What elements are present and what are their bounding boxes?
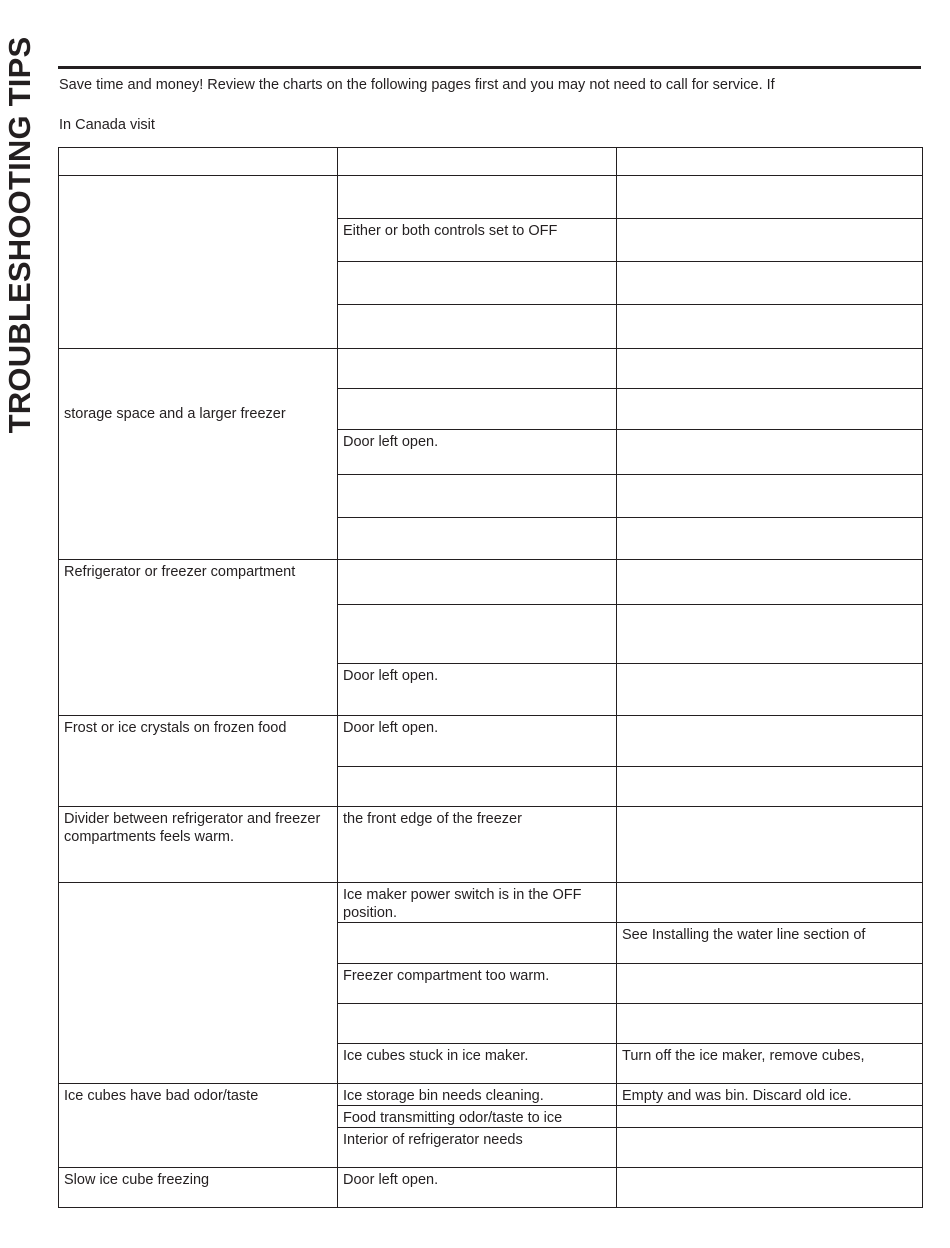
cause-cell: Either or both controls set to OFF (338, 219, 617, 262)
fix-cell (617, 1004, 923, 1044)
table-row (59, 716, 923, 767)
fix-cell (617, 518, 923, 560)
problem-cell: Frost or ice crystals on frozen food (59, 716, 338, 807)
cause-cell (338, 176, 617, 219)
fix-cell: Turn off the ice maker, remove cubes, (617, 1044, 923, 1084)
fix-cell (617, 883, 923, 923)
header-rule (58, 66, 921, 69)
cause-cell: Ice maker power switch is in the OFF position. (338, 883, 617, 923)
header-problem (59, 148, 338, 176)
fix-cell (617, 475, 923, 518)
canada-text: In Canada visit (59, 117, 155, 133)
fix-cell (617, 1106, 923, 1128)
cause-cell: Door left open. (338, 1168, 617, 1208)
header-fix (617, 148, 923, 176)
table-row (59, 807, 923, 883)
problem-cell: Divider between refrigerator and freezer compartments feels warm. (59, 807, 338, 883)
cause-cell (338, 475, 617, 518)
cause-cell: Interior of refrigerator needs (338, 1128, 617, 1168)
cause-cell (338, 349, 617, 389)
fix-cell (617, 605, 923, 664)
cause-cell (338, 1004, 617, 1044)
cause-cell (338, 305, 617, 349)
problem-cell: storage space and a larger freezer (59, 349, 338, 560)
problem-cell: Refrigerator or freezer compartment (59, 560, 338, 716)
fix-cell (617, 349, 923, 389)
cause-cell: Ice cubes stuck in ice maker. (338, 1044, 617, 1084)
cause-cell (338, 560, 617, 605)
table-header-row (59, 148, 923, 176)
table-row (59, 1168, 923, 1208)
intro-text: Save time and money! Review the charts on the following pages first and you may not need to call for service. If (59, 77, 775, 93)
table-row (59, 176, 923, 219)
fix-cell (617, 964, 923, 1004)
cause-cell: Door left open. (338, 430, 617, 475)
fix-cell (617, 389, 923, 430)
cause-cell: Food transmitting odor/taste to ice (338, 1106, 617, 1128)
cause-cell: Door left open. (338, 716, 617, 767)
fix-cell: See Installing the water line section of (617, 923, 923, 964)
table-row (59, 349, 923, 389)
page-side-title: TROUBLESHOOTING TIPS (2, 36, 37, 434)
problem-cell (59, 883, 338, 1084)
fix-cell (617, 1168, 923, 1208)
cause-cell: Freezer compartment too warm. (338, 964, 617, 1004)
cause-cell (338, 767, 617, 807)
cause-cell: Ice storage bin needs cleaning. (338, 1084, 617, 1106)
problem-cell: Ice cubes have bad odor/taste (59, 1084, 338, 1168)
cause-cell: the front edge of the freezer (338, 807, 617, 883)
cause-cell: Door left open. (338, 664, 617, 716)
cause-cell (338, 518, 617, 560)
fix-cell (617, 430, 923, 475)
header-cause (338, 148, 617, 176)
fix-cell (617, 560, 923, 605)
fix-cell (617, 807, 923, 883)
fix-cell (617, 305, 923, 349)
problem-cell (59, 176, 338, 349)
cause-cell (338, 923, 617, 964)
fix-cell (617, 219, 923, 262)
problem-cell: Slow ice cube freezing (59, 1168, 338, 1208)
fix-cell: Empty and was bin. Discard old ice. (617, 1084, 923, 1106)
fix-cell (617, 262, 923, 305)
table-row (59, 560, 923, 605)
fix-cell (617, 767, 923, 807)
fix-cell (617, 176, 923, 219)
fix-cell (617, 664, 923, 716)
table-row (59, 1084, 923, 1106)
troubleshooting-table (58, 147, 923, 1208)
cause-cell (338, 605, 617, 664)
table-row (59, 883, 923, 923)
cause-cell (338, 389, 617, 430)
fix-cell (617, 1128, 923, 1168)
fix-cell (617, 716, 923, 767)
cause-cell (338, 262, 617, 305)
